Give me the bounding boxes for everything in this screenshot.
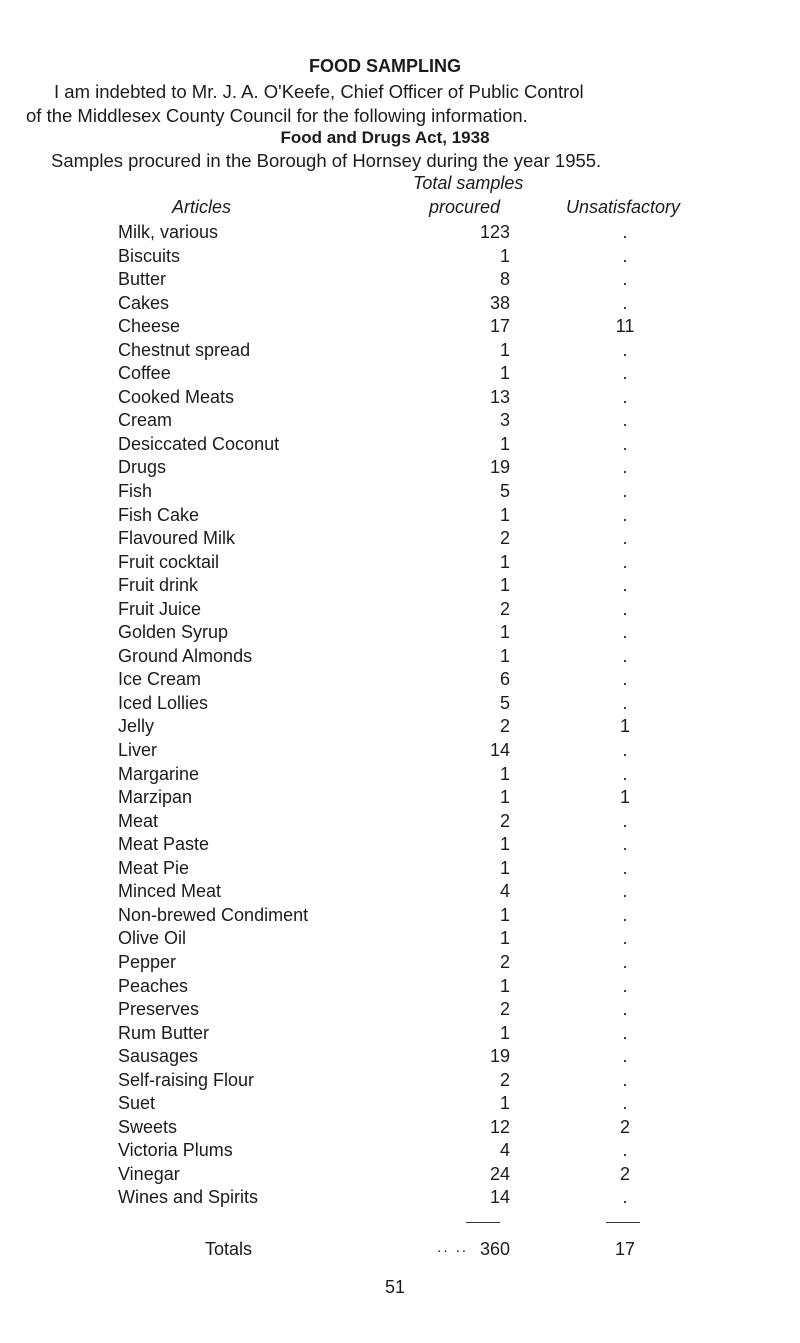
article-name: Fruit drink	[118, 575, 199, 596]
table-row	[0, 245, 800, 269]
unsatisfactory-count: 2	[619, 1163, 630, 1184]
total-samples: 1	[499, 787, 510, 808]
unsatisfactory-count: .	[622, 292, 628, 313]
unsatisfactory-count: .	[622, 504, 628, 525]
table-row	[0, 621, 800, 645]
table-row	[0, 598, 800, 622]
table-row	[0, 268, 800, 292]
table-row	[0, 833, 800, 857]
total-samples: 6	[499, 669, 510, 690]
unsatisfactory-count: .	[622, 1093, 628, 1114]
unsatisfactory-count: .	[622, 763, 628, 784]
intro-line-1: I am indebted to Mr. J. A. O'Keefe, Chief Officer of Public Control	[54, 81, 584, 102]
unsatisfactory-count: .	[622, 645, 628, 666]
article-name: Cooked Meats	[118, 386, 235, 407]
table-row	[0, 409, 800, 433]
article-name: Iced Lollies	[118, 692, 209, 713]
unsatisfactory-count: .	[622, 1140, 628, 1161]
unsatisfactory-count: 11	[615, 316, 635, 337]
article-name: Flavoured Milk	[118, 528, 236, 549]
total-samples: 14	[489, 740, 510, 761]
table-row	[0, 504, 800, 528]
table-row	[0, 551, 800, 575]
intro-paragraph	[26, 80, 766, 128]
total-samples: 1	[499, 1093, 510, 1114]
article-name: Desiccated Coconut	[118, 433, 280, 454]
article-name: Liver	[118, 740, 158, 761]
article-name: Cakes	[118, 292, 170, 313]
article-name: Milk, various	[118, 222, 219, 242]
table-row	[0, 315, 800, 339]
total-samples: 1	[499, 622, 510, 643]
page-number: 51	[384, 1277, 406, 1297]
total-samples: 2	[499, 1069, 510, 1090]
article-name: Fruit Juice	[118, 598, 202, 619]
total-samples: 13	[489, 386, 510, 407]
total-samples: 4	[499, 881, 510, 902]
article-name: Ground Almonds	[118, 645, 253, 666]
total-samples: 1	[499, 339, 510, 360]
total-samples: 24	[489, 1163, 510, 1184]
article-name: Vinegar	[118, 1163, 180, 1184]
totals-rule-unsat	[606, 1222, 640, 1223]
table-row	[0, 574, 800, 598]
table-row	[0, 221, 800, 245]
table-row	[0, 880, 800, 904]
totals-label: Totals	[205, 1239, 253, 1259]
unsatisfactory-count: .	[622, 339, 628, 360]
unsatisfactory-count: 1	[619, 716, 630, 737]
unsatisfactory-count: .	[622, 669, 628, 690]
table-row	[0, 1116, 800, 1140]
total-samples: 5	[499, 692, 510, 713]
unsatisfactory-count: .	[622, 410, 628, 431]
total-samples: 1	[499, 504, 510, 525]
total-samples: 14	[489, 1187, 510, 1208]
article-name: Non-brewed Condiment	[118, 904, 309, 925]
unsatisfactory-count: .	[622, 975, 628, 996]
table-row	[0, 292, 800, 316]
totals-rule-total	[466, 1222, 500, 1223]
unsatisfactory-count: .	[622, 1187, 628, 1208]
total-samples: 19	[489, 457, 510, 478]
total-samples: 123	[479, 222, 510, 242]
table-row	[0, 433, 800, 457]
total-samples: 12	[489, 1116, 510, 1137]
table-row	[0, 763, 800, 787]
column-header-unsatisfactory: Unsatisfactory	[566, 197, 681, 217]
total-samples: 1	[499, 363, 510, 384]
table-row	[0, 386, 800, 410]
total-samples: 2	[499, 598, 510, 619]
article-name: Peaches	[118, 975, 189, 996]
table-row	[0, 998, 800, 1022]
article-name: Cheese	[118, 316, 181, 337]
column-header-articles: Articles	[172, 197, 232, 217]
table-row	[0, 739, 800, 763]
table-row	[0, 786, 800, 810]
table-row	[0, 1139, 800, 1163]
total-samples: 1	[499, 645, 510, 666]
page-title: FOOD SAMPLING	[309, 56, 461, 76]
total-samples: 19	[489, 1046, 510, 1067]
total-samples: 1	[499, 975, 510, 996]
table-row	[0, 975, 800, 999]
table-row	[0, 1092, 800, 1116]
unsatisfactory-count: .	[622, 928, 628, 949]
total-samples: 1	[499, 433, 510, 454]
article-name: Meat Pie	[118, 857, 190, 878]
unsatisfactory-count: .	[622, 551, 628, 572]
table-row	[0, 1022, 800, 1046]
article-name: Marzipan	[118, 787, 193, 808]
unsatisfactory-count: .	[622, 269, 628, 290]
total-samples: 4	[499, 1140, 510, 1161]
unsatisfactory-count: 2	[619, 1116, 630, 1137]
total-samples: 2	[499, 951, 510, 972]
table-row	[0, 810, 800, 834]
table-row	[0, 951, 800, 975]
unsatisfactory-count: .	[622, 857, 628, 878]
act-heading: Food and Drugs Act, 1938	[280, 128, 490, 147]
total-samples: 3	[499, 410, 510, 431]
total-samples: 38	[489, 292, 510, 313]
unsatisfactory-count: .	[622, 457, 628, 478]
table-row	[0, 339, 800, 363]
table-row	[0, 362, 800, 386]
article-name: Sausages	[118, 1046, 199, 1067]
total-samples: 2	[499, 810, 510, 831]
article-name: Drugs	[118, 457, 167, 478]
unsatisfactory-count: .	[622, 810, 628, 831]
article-name: Meat Paste	[118, 834, 210, 855]
table-row	[0, 668, 800, 692]
unsatisfactory-count: .	[622, 363, 628, 384]
unsatisfactory-count: .	[622, 1069, 628, 1090]
unsatisfactory-count: .	[622, 528, 628, 549]
unsatisfactory-count: 1	[619, 787, 630, 808]
total-samples: 1	[499, 1022, 510, 1043]
total-samples: 1	[499, 857, 510, 878]
total-samples: 5	[499, 481, 510, 502]
table-row	[0, 715, 800, 739]
unsatisfactory-count: .	[622, 245, 628, 266]
article-name: Victoria Plums	[118, 1140, 233, 1161]
article-name: Biscuits	[118, 245, 181, 266]
total-samples: 1	[499, 928, 510, 949]
article-name: Chestnut spread	[118, 339, 251, 360]
table-row	[0, 1045, 800, 1069]
total-samples: 2	[499, 999, 510, 1020]
total-samples: 1	[499, 575, 510, 596]
article-name: Preserves	[118, 999, 200, 1020]
total-samples: 1	[499, 904, 510, 925]
totals-value: 360	[479, 1239, 510, 1259]
unsatisfactory-count: .	[622, 1046, 628, 1067]
article-name: Fruit cocktail	[118, 551, 220, 572]
total-samples: 1	[499, 245, 510, 266]
total-samples: 8	[499, 269, 510, 290]
article-name: Coffee	[118, 363, 171, 384]
table-row	[0, 692, 800, 716]
article-name: Butter	[118, 269, 167, 290]
table-row	[0, 904, 800, 928]
article-name: Meat	[118, 810, 159, 831]
samples-table	[0, 221, 800, 1210]
samples-line: Samples procured in the Borough of Hornsey during the year 1955.	[51, 150, 602, 171]
unsatisfactory-count: .	[622, 433, 628, 454]
unsatisfactory-count: .	[622, 575, 628, 596]
article-name: Minced Meat	[118, 881, 222, 902]
table-row	[0, 645, 800, 669]
article-name: Fish Cake	[118, 504, 200, 525]
unsatisfactory-count: .	[622, 834, 628, 855]
article-name: Margarine	[118, 763, 200, 784]
article-name: Suet	[118, 1093, 156, 1114]
table-row	[0, 857, 800, 881]
table-row	[0, 927, 800, 951]
totals-leader-dots: .. ..	[437, 1239, 468, 1256]
table-row	[0, 1186, 800, 1210]
article-name: Rum Butter	[118, 1022, 210, 1043]
article-name: Pepper	[118, 951, 177, 972]
unsatisfactory-count: .	[622, 951, 628, 972]
article-name: Wines and Spirits	[118, 1187, 259, 1208]
unsatisfactory-count: .	[622, 999, 628, 1020]
unsatisfactory-count: .	[622, 386, 628, 407]
unsatisfactory-count: .	[622, 1022, 628, 1043]
table-row	[0, 1163, 800, 1187]
column-header-total-line1: Total samples	[413, 173, 524, 193]
article-name: Sweets	[118, 1116, 178, 1137]
total-samples: 2	[499, 528, 510, 549]
totals-unsatisfactory: 17	[614, 1239, 636, 1259]
article-name: Olive Oil	[118, 928, 187, 949]
unsatisfactory-count: .	[622, 692, 628, 713]
article-name: Ice Cream	[118, 669, 202, 690]
table-row	[0, 527, 800, 551]
column-header-total-line2: procured	[429, 197, 501, 217]
table-row	[0, 480, 800, 504]
table-row	[0, 456, 800, 480]
total-samples: 1	[499, 834, 510, 855]
intro-line-2: of the Middlesex County Council for the following information.	[26, 105, 528, 126]
table-row	[0, 1069, 800, 1093]
unsatisfactory-count: .	[622, 598, 628, 619]
total-samples: 17	[489, 316, 510, 337]
unsatisfactory-count: .	[622, 881, 628, 902]
article-name: Golden Syrup	[118, 622, 229, 643]
unsatisfactory-count: .	[622, 481, 628, 502]
unsatisfactory-count: .	[622, 222, 628, 242]
total-samples: 2	[499, 716, 510, 737]
unsatisfactory-count: .	[622, 740, 628, 761]
article-name: Self-raising Flour	[118, 1069, 255, 1090]
total-samples: 1	[499, 763, 510, 784]
total-samples: 1	[499, 551, 510, 572]
article-name: Cream	[118, 410, 173, 431]
article-name: Fish	[118, 481, 153, 502]
article-name: Jelly	[118, 716, 155, 737]
unsatisfactory-count: .	[622, 622, 628, 643]
unsatisfactory-count: .	[622, 904, 628, 925]
